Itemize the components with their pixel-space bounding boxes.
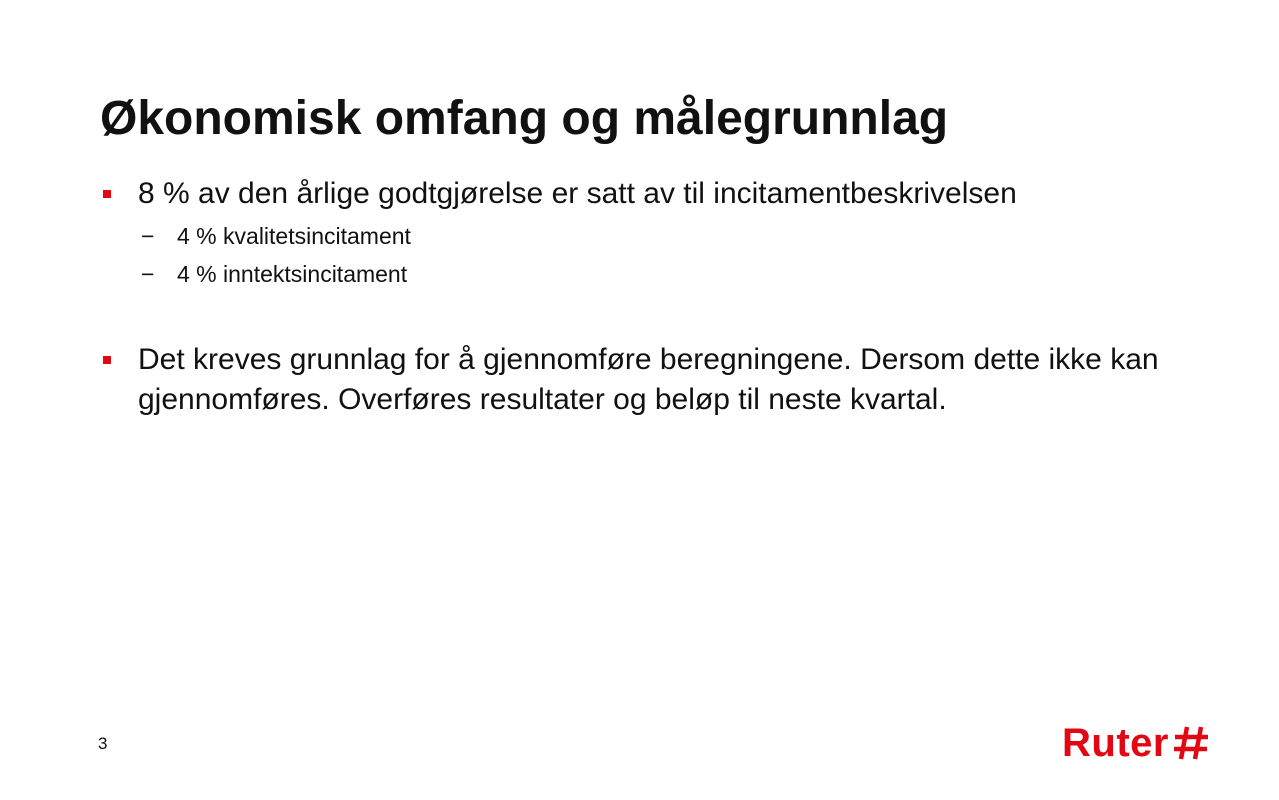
- bullet-item: [100, 340, 1210, 420]
- bullet-item: [100, 174, 1210, 214]
- square-bullet-icon: [103, 356, 111, 364]
- sub-bullet-text: 4 % kvalitetsincitament: [177, 223, 411, 249]
- sub-bullet-text: 4 % inntektsincitament: [177, 261, 408, 287]
- dash-bullet-icon: −: [141, 223, 155, 249]
- square-bullet-icon: [103, 190, 111, 198]
- dash-bullet-icon: −: [141, 261, 155, 287]
- slide-title: Økonomisk omfang og målegrunnlag: [100, 92, 949, 145]
- bullet-text: Det kreves grunnlag for å gjennomføre beregningene. Dersom dette ikke kan gjennomføres. Overføres resultater og beløp til neste kvartal.: [138, 343, 1159, 416]
- logo-text: Ruter: [1062, 721, 1169, 765]
- page-number: 3: [98, 734, 108, 753]
- ruter-logo: [1062, 718, 1209, 768]
- hash-icon: [1173, 725, 1209, 761]
- sub-bullet-item: [141, 221, 411, 251]
- bullet-text: 8 % av den årlige godtgjørelse er satt av til incitamentbeskrivelsen: [138, 177, 1017, 210]
- sub-bullet-item: [141, 259, 407, 289]
